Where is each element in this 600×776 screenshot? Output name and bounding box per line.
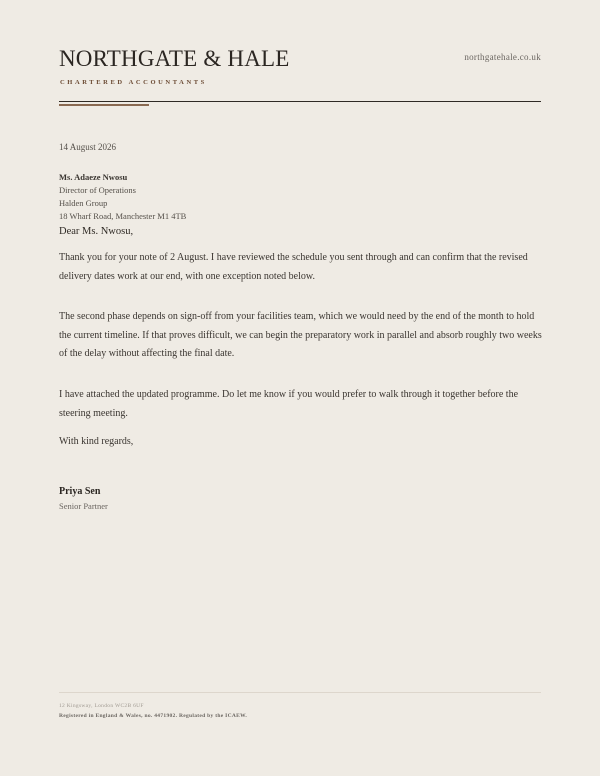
footer-rule bbox=[59, 692, 541, 693]
recipient-block bbox=[59, 171, 186, 223]
body-paragraph: Thank you for your note of 2 August. I have reviewed the schedule you sent through and can confirm that the revised delivery dates work at our end, with one exception noted below. bbox=[59, 252, 528, 282]
recipient-address: 18 Wharf Road, Manchester M1 4TB bbox=[59, 211, 187, 221]
header-rule bbox=[59, 101, 541, 102]
firm-tagline: CHARTERED ACCOUNTANTS bbox=[60, 79, 207, 86]
letter-date: 14 August 2026 bbox=[59, 142, 117, 152]
signatory-name: Priya Sen bbox=[59, 486, 101, 497]
firm-name: NORTHGATE & HALE bbox=[59, 46, 290, 71]
body-paragraph: The second phase depends on sign-off from your facilities team, which we would need by the end of the month to hold the current timeline. If that proves difficult, we can begin the preparatory work in parallel and absorb roughly two weeks of the delay without affecting the final date. bbox=[59, 311, 542, 359]
recipient-title: Director of Operations bbox=[59, 185, 136, 195]
body-paragraph: I have attached the updated programme. Do let me know if you would prefer to walk through it together before the steering meeting. bbox=[59, 389, 519, 419]
header-accent-rule bbox=[59, 104, 149, 106]
footer-registration: Registered in England & Wales, no. 4471902. Regulated by the ICAEW. bbox=[59, 713, 248, 719]
firm-website: northgatehale.co.uk bbox=[464, 52, 541, 62]
recipient-company: Halden Group bbox=[59, 198, 108, 208]
signatory-title: Senior Partner bbox=[59, 501, 108, 511]
closing: With kind regards, bbox=[59, 436, 134, 447]
salutation: Dear Ms. Nwosu, bbox=[59, 226, 134, 237]
recipient-name: Ms. Adaeze Nwosu bbox=[59, 172, 128, 182]
footer-address: 12 Kingsway, London WC2B 6UF bbox=[59, 703, 144, 709]
